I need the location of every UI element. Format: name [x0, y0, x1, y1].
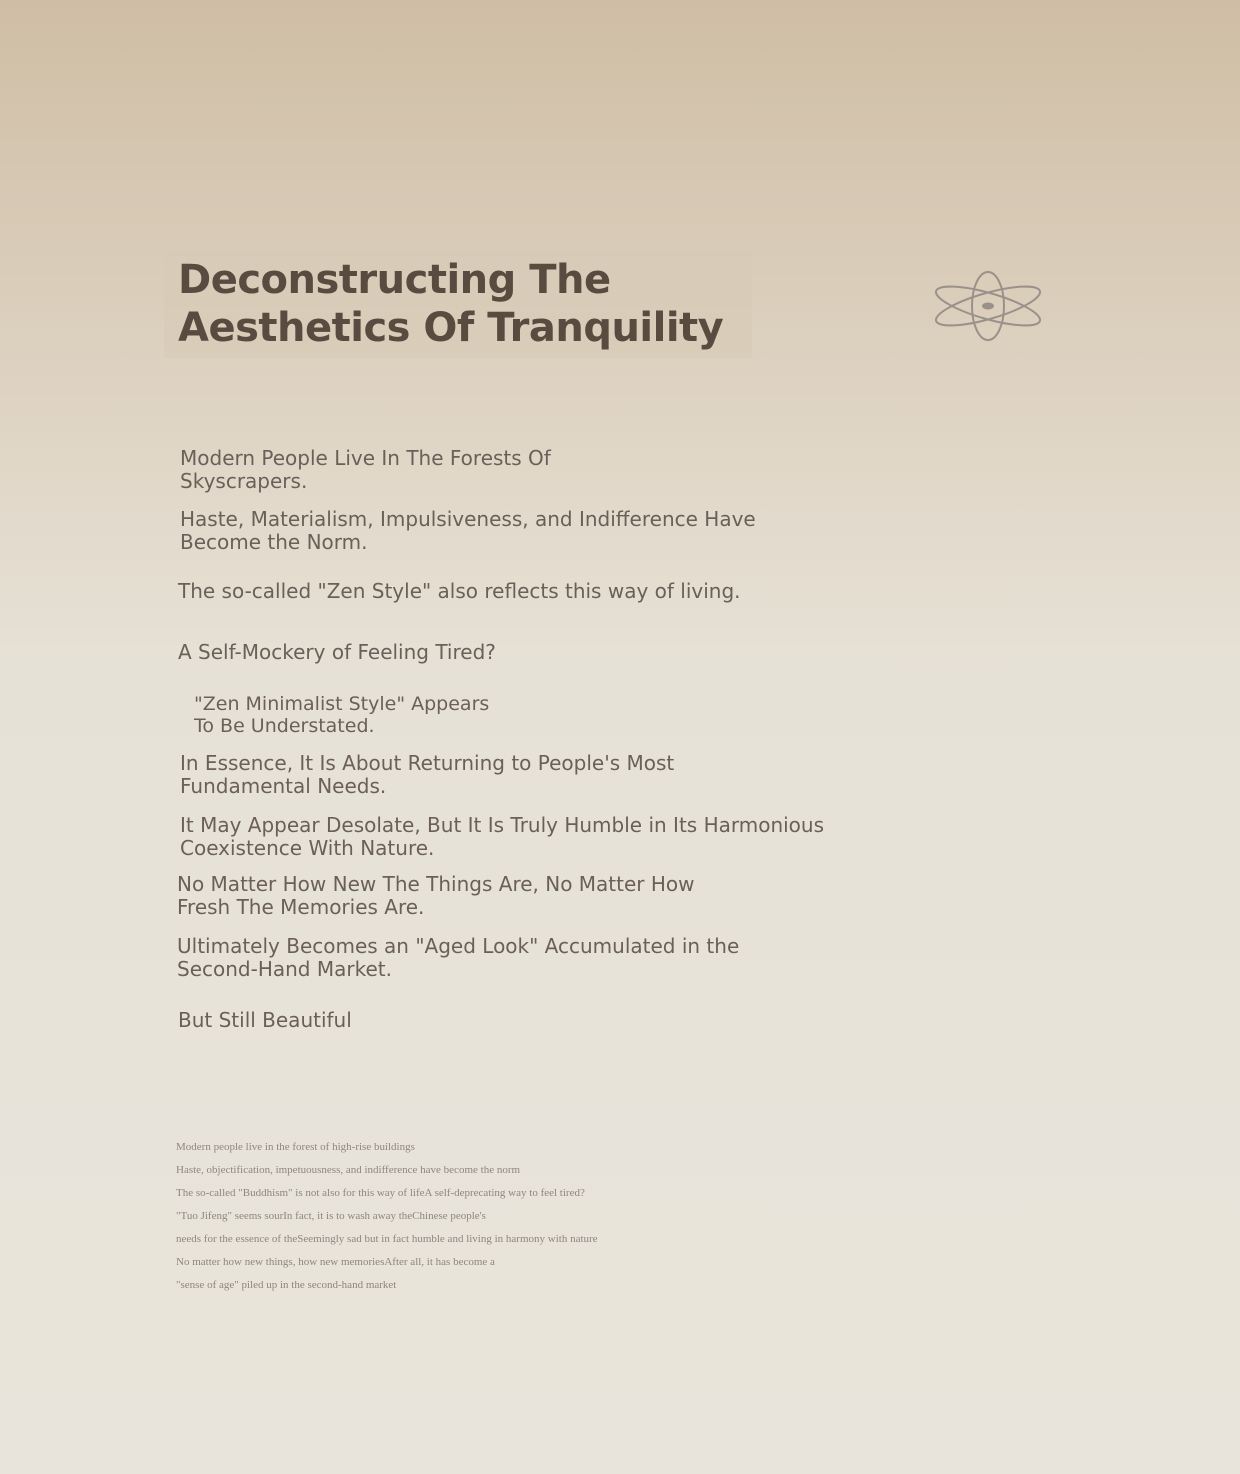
heading-line: The so-called "Zen Style" also reflects this way of living.	[178, 579, 741, 603]
heading-line: "Zen Minimalist Style" Appears	[194, 693, 490, 715]
heading-line: Fundamental Needs.	[180, 774, 387, 798]
heading-9	[177, 935, 739, 981]
heading-line: But Still Beautiful	[178, 1008, 352, 1032]
atom-icon	[930, 268, 1046, 344]
heading-2	[180, 508, 756, 554]
heading-line: Fresh The Memories Are.	[177, 895, 425, 919]
page-title	[164, 252, 752, 358]
heading-line: It May Appear Desolate, But It Is Truly Humble in Its Harmonious	[180, 813, 825, 837]
small-print-line: Modern people live in the forest of high-rise buildings	[176, 1141, 415, 1153]
heading-line: Modern People Live In The Forests Of	[180, 446, 551, 470]
heading-6	[180, 752, 674, 798]
heading-8	[177, 873, 695, 919]
small-print-paragraph	[176, 1138, 598, 1299]
small-print-line: "Tuo Jifeng" seems sourIn fact, it is to wash away theChinese people's	[176, 1210, 486, 1222]
heading-7	[180, 814, 824, 860]
heading-3	[178, 580, 741, 603]
heading-1	[180, 447, 551, 493]
heading-5	[194, 693, 489, 737]
heading-line: Coexistence With Nature.	[180, 836, 435, 860]
small-print-line: Haste, objectification, impetuousness, and indifference have become the norm	[176, 1164, 521, 1176]
small-print-line: needs for the essence of theSeemingly sad but in fact humble and living in harmony with nature	[176, 1233, 598, 1245]
title-line-1: Deconstructing The	[178, 257, 611, 303]
heading-line: Second-Hand Market.	[177, 957, 392, 981]
heading-line: In Essence, It Is About Returning to People's Most	[180, 751, 675, 775]
heading-4	[178, 641, 496, 664]
heading-line: Become the Norm.	[180, 530, 368, 554]
heading-line: Ultimately Becomes an "Aged Look" Accumulated in the	[177, 934, 740, 958]
heading-line: Skyscrapers.	[180, 469, 308, 493]
title-line-2: Aesthetics Of Tranquility	[178, 305, 724, 351]
heading-line: Haste, Materialism, Impulsiveness, and Indifference Have	[180, 507, 756, 531]
heading-line: No Matter How New The Things Are, No Matter How	[177, 872, 695, 896]
heading-line: A Self-Mockery of Feeling Tired?	[178, 640, 496, 664]
heading-10	[178, 1009, 352, 1032]
heading-line: To Be Understated.	[194, 715, 375, 737]
small-print-line: No matter how new things, how new memoriesAfter all, it has become a	[176, 1256, 495, 1268]
small-print-line: "sense of age" piled up in the second-hand market	[176, 1279, 397, 1291]
small-print-line: The so-called "Buddhism" is not also for this way of lifeA self-deprecating way to feel tired?	[176, 1187, 585, 1199]
